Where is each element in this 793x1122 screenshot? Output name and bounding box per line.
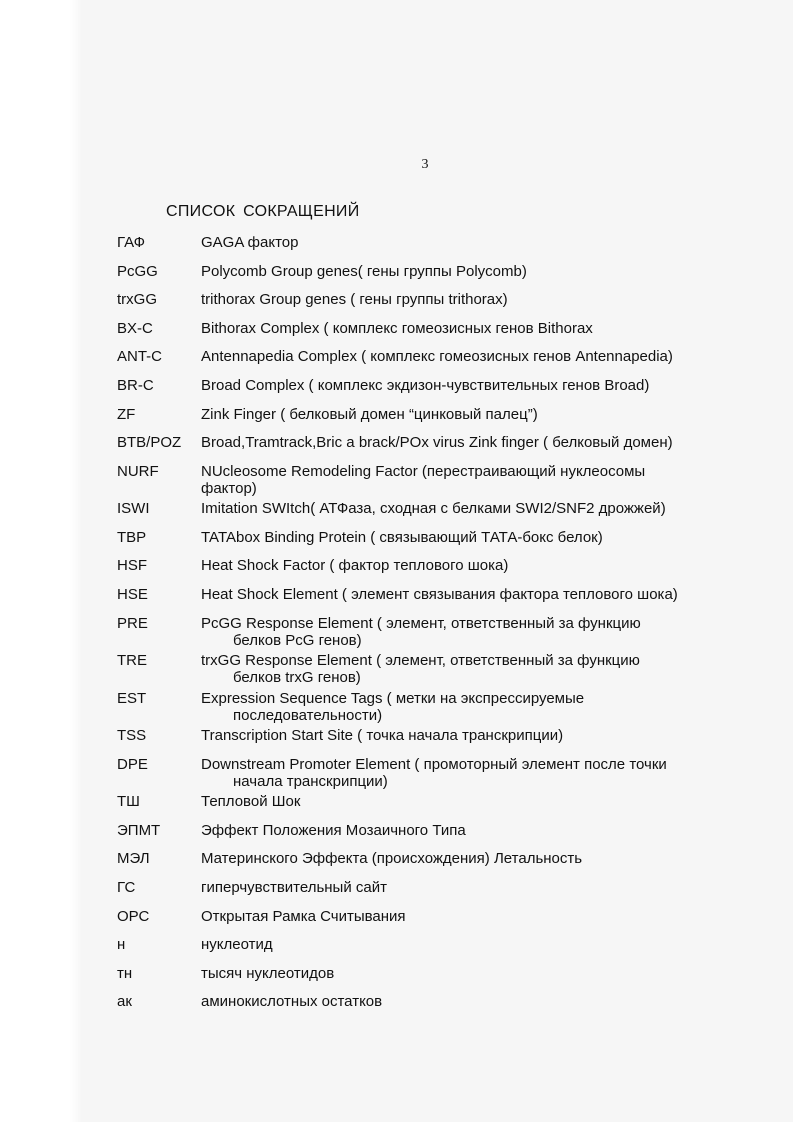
- abbreviation-definition: [201, 500, 761, 517]
- definition-continuation: начала транскрипции): [233, 772, 388, 790]
- abbreviation-term: ОРС: [117, 907, 150, 925]
- abbreviation-entry: [117, 690, 757, 728]
- abbreviation-definition: [201, 586, 761, 603]
- abbreviation-term: trxGG: [117, 291, 157, 309]
- definition-text: Broad,Tramtrack,Bric a brack/POx virus Zink finger ( белковый домен): [201, 434, 673, 452]
- abbreviation-definition: [201, 291, 761, 308]
- abbreviation-definition: [201, 727, 761, 744]
- abbreviation-term: ЭПМТ: [117, 821, 161, 839]
- abbreviation-term: н: [117, 936, 126, 954]
- abbreviation-term: HSE: [117, 586, 148, 604]
- abbreviation-definition: [201, 756, 761, 790]
- abbreviation-term: тн: [117, 964, 133, 982]
- abbreviation-entry: [117, 263, 757, 292]
- page-number: 3: [421, 157, 429, 172]
- definition-text: Broad Complex ( комплекс экдизон-чувствительных генов Broad): [201, 376, 650, 394]
- abbreviation-entry: [117, 586, 757, 615]
- definition-text: гиперчувствительный сайт: [201, 879, 387, 896]
- abbreviation-term: PRE: [117, 614, 148, 632]
- abbreviation-entry: [117, 727, 757, 756]
- abbreviation-definition: [201, 348, 761, 365]
- abbreviation-entry: [117, 348, 757, 377]
- definition-text: trxGG Response Element ( элемент, ответственный за функцию: [201, 652, 640, 670]
- abbreviation-term: TRE: [117, 652, 147, 670]
- abbreviation-entry: [117, 793, 757, 822]
- definition-continuation: фактор): [201, 479, 257, 497]
- abbreviation-entry: [117, 850, 757, 879]
- definition-text: Bithorax Complex ( комплекс гомеозисных генов Bithorax: [201, 319, 593, 337]
- abbreviation-definition: [201, 793, 761, 810]
- definition-text: Transcription Start Site ( точка начала транскрипции): [201, 727, 564, 745]
- definition-text: Тепловой Шок: [201, 793, 301, 811]
- definition-text: Эффект Положения Мозаичного Типа: [201, 821, 466, 839]
- definition-text: тысяч нуклеотидов: [201, 964, 335, 982]
- definition-text: Открытая Рамка Считывания: [201, 907, 406, 925]
- abbreviation-term: PcGG: [117, 262, 158, 280]
- abbreviation-definition: [201, 529, 761, 546]
- abbreviation-term: NURF: [117, 462, 159, 480]
- abbreviation-entry: [117, 529, 757, 558]
- abbreviation-list: [117, 234, 757, 1022]
- abbreviation-definition: [201, 850, 761, 867]
- abbreviation-entry: [117, 434, 757, 463]
- abbreviation-term: BX-C: [117, 319, 153, 337]
- abbreviation-term: ТШ: [117, 793, 140, 811]
- abbreviation-entry: [117, 291, 757, 320]
- abbreviation-definition: [201, 822, 761, 839]
- abbreviation-definition: [201, 234, 761, 251]
- abbreviation-term: ГАФ: [117, 234, 146, 251]
- definition-text: PcGG Response Element ( элемент, ответственный за функцию: [201, 614, 641, 632]
- abbreviation-definition: [201, 320, 761, 337]
- definition-text: Polycomb Group genes( гены группы Polycomb): [201, 262, 527, 280]
- definition-text: Antennapedia Complex ( комплекс гомеозисных генов Antennapedia): [201, 348, 673, 366]
- definition-text: Zink Finger ( белковый домен “цинковый палец”): [201, 405, 538, 423]
- abbreviation-entry: [117, 908, 757, 937]
- page-title: СПИСОК СОКРАЩЕНИЙ: [166, 203, 360, 220]
- abbreviation-entry: [117, 879, 757, 908]
- abbreviation-term: TSS: [117, 727, 147, 745]
- abbreviation-definition: [201, 377, 761, 394]
- abbreviation-definition: [201, 406, 761, 423]
- abbreviation-entry: [117, 936, 757, 965]
- abbreviation-term: TBP: [117, 528, 147, 546]
- abbreviation-entry: [117, 557, 757, 586]
- definition-text: trithorax Group genes ( гены группы trithorax): [201, 291, 508, 309]
- abbreviation-term: МЭЛ: [117, 850, 150, 868]
- abbreviation-entry: [117, 652, 757, 690]
- abbreviation-entry: [117, 756, 757, 794]
- definition-continuation: белков PcG генов): [233, 631, 362, 649]
- abbreviation-entry: [117, 822, 757, 851]
- definition-text: Expression Sequence Tags ( метки на экспрессируемые: [201, 689, 585, 707]
- abbreviation-definition: [201, 908, 761, 925]
- abbreviation-term: DPE: [117, 755, 148, 773]
- abbreviation-definition: [201, 993, 761, 1010]
- abbreviation-definition: [201, 434, 761, 451]
- abbreviation-term: ак: [117, 993, 132, 1011]
- abbreviation-entry: [117, 965, 757, 994]
- abbreviation-entry: [117, 993, 757, 1022]
- definition-text: аминокислотных остатков: [201, 993, 383, 1011]
- abbreviation-entry: [117, 615, 757, 653]
- abbreviation-definition: [201, 652, 761, 686]
- abbreviation-term: ГС: [117, 879, 136, 896]
- abbreviation-definition: [201, 557, 761, 574]
- abbreviation-definition: [201, 936, 761, 953]
- definition-text: Heat Shock Element ( элемент связывания фактора теплового шока): [201, 586, 678, 604]
- abbreviation-term: BTB/POZ: [117, 434, 182, 452]
- abbreviation-entry: [117, 406, 757, 435]
- abbreviation-term: HSF: [117, 557, 147, 575]
- definition-text: NUcleosome Remodeling Factor (перестраивающий нуклеосомы: [201, 462, 646, 480]
- abbreviation-definition: [201, 463, 761, 497]
- abbreviation-term: ANT-C: [117, 348, 162, 366]
- abbreviation-entry: [117, 463, 757, 501]
- abbreviation-definition: [201, 615, 761, 649]
- definition-text: Heat Shock Factor ( фактор теплового шока): [201, 557, 509, 575]
- abbreviation-entry: [117, 500, 757, 529]
- abbreviation-entry: [117, 320, 757, 349]
- abbreviation-term: ISWI: [117, 500, 150, 518]
- abbreviation-term: EST: [117, 689, 147, 707]
- definition-text: нуклеотид: [201, 936, 273, 954]
- abbreviation-definition: [201, 879, 761, 896]
- definition-text: GAGA фактор: [201, 234, 299, 251]
- definition-continuation: белков trxG генов): [233, 669, 361, 687]
- definition-continuation: последовательности): [233, 706, 383, 724]
- abbreviation-entry: [117, 377, 757, 406]
- definition-text: TATAbox Binding Protein ( связывающий ТАТА-бокс белок): [201, 528, 603, 546]
- abbreviation-term: ZF: [117, 405, 136, 423]
- abbreviation-definition: [201, 263, 761, 280]
- definition-text: Imitation SWItch( АТФаза, сходная с белками SWI2/SNF2 дрожжей): [201, 500, 666, 518]
- abbreviation-entry: [117, 234, 757, 263]
- definition-text: Downstream Promoter Element ( промоторный элемент после точки: [201, 755, 667, 773]
- abbreviation-definition: [201, 965, 761, 982]
- abbreviation-definition: [201, 690, 761, 724]
- definition-text: Материнского Эффекта (происхождения) Летальность: [201, 850, 583, 868]
- abbreviation-term: BR-C: [117, 376, 154, 394]
